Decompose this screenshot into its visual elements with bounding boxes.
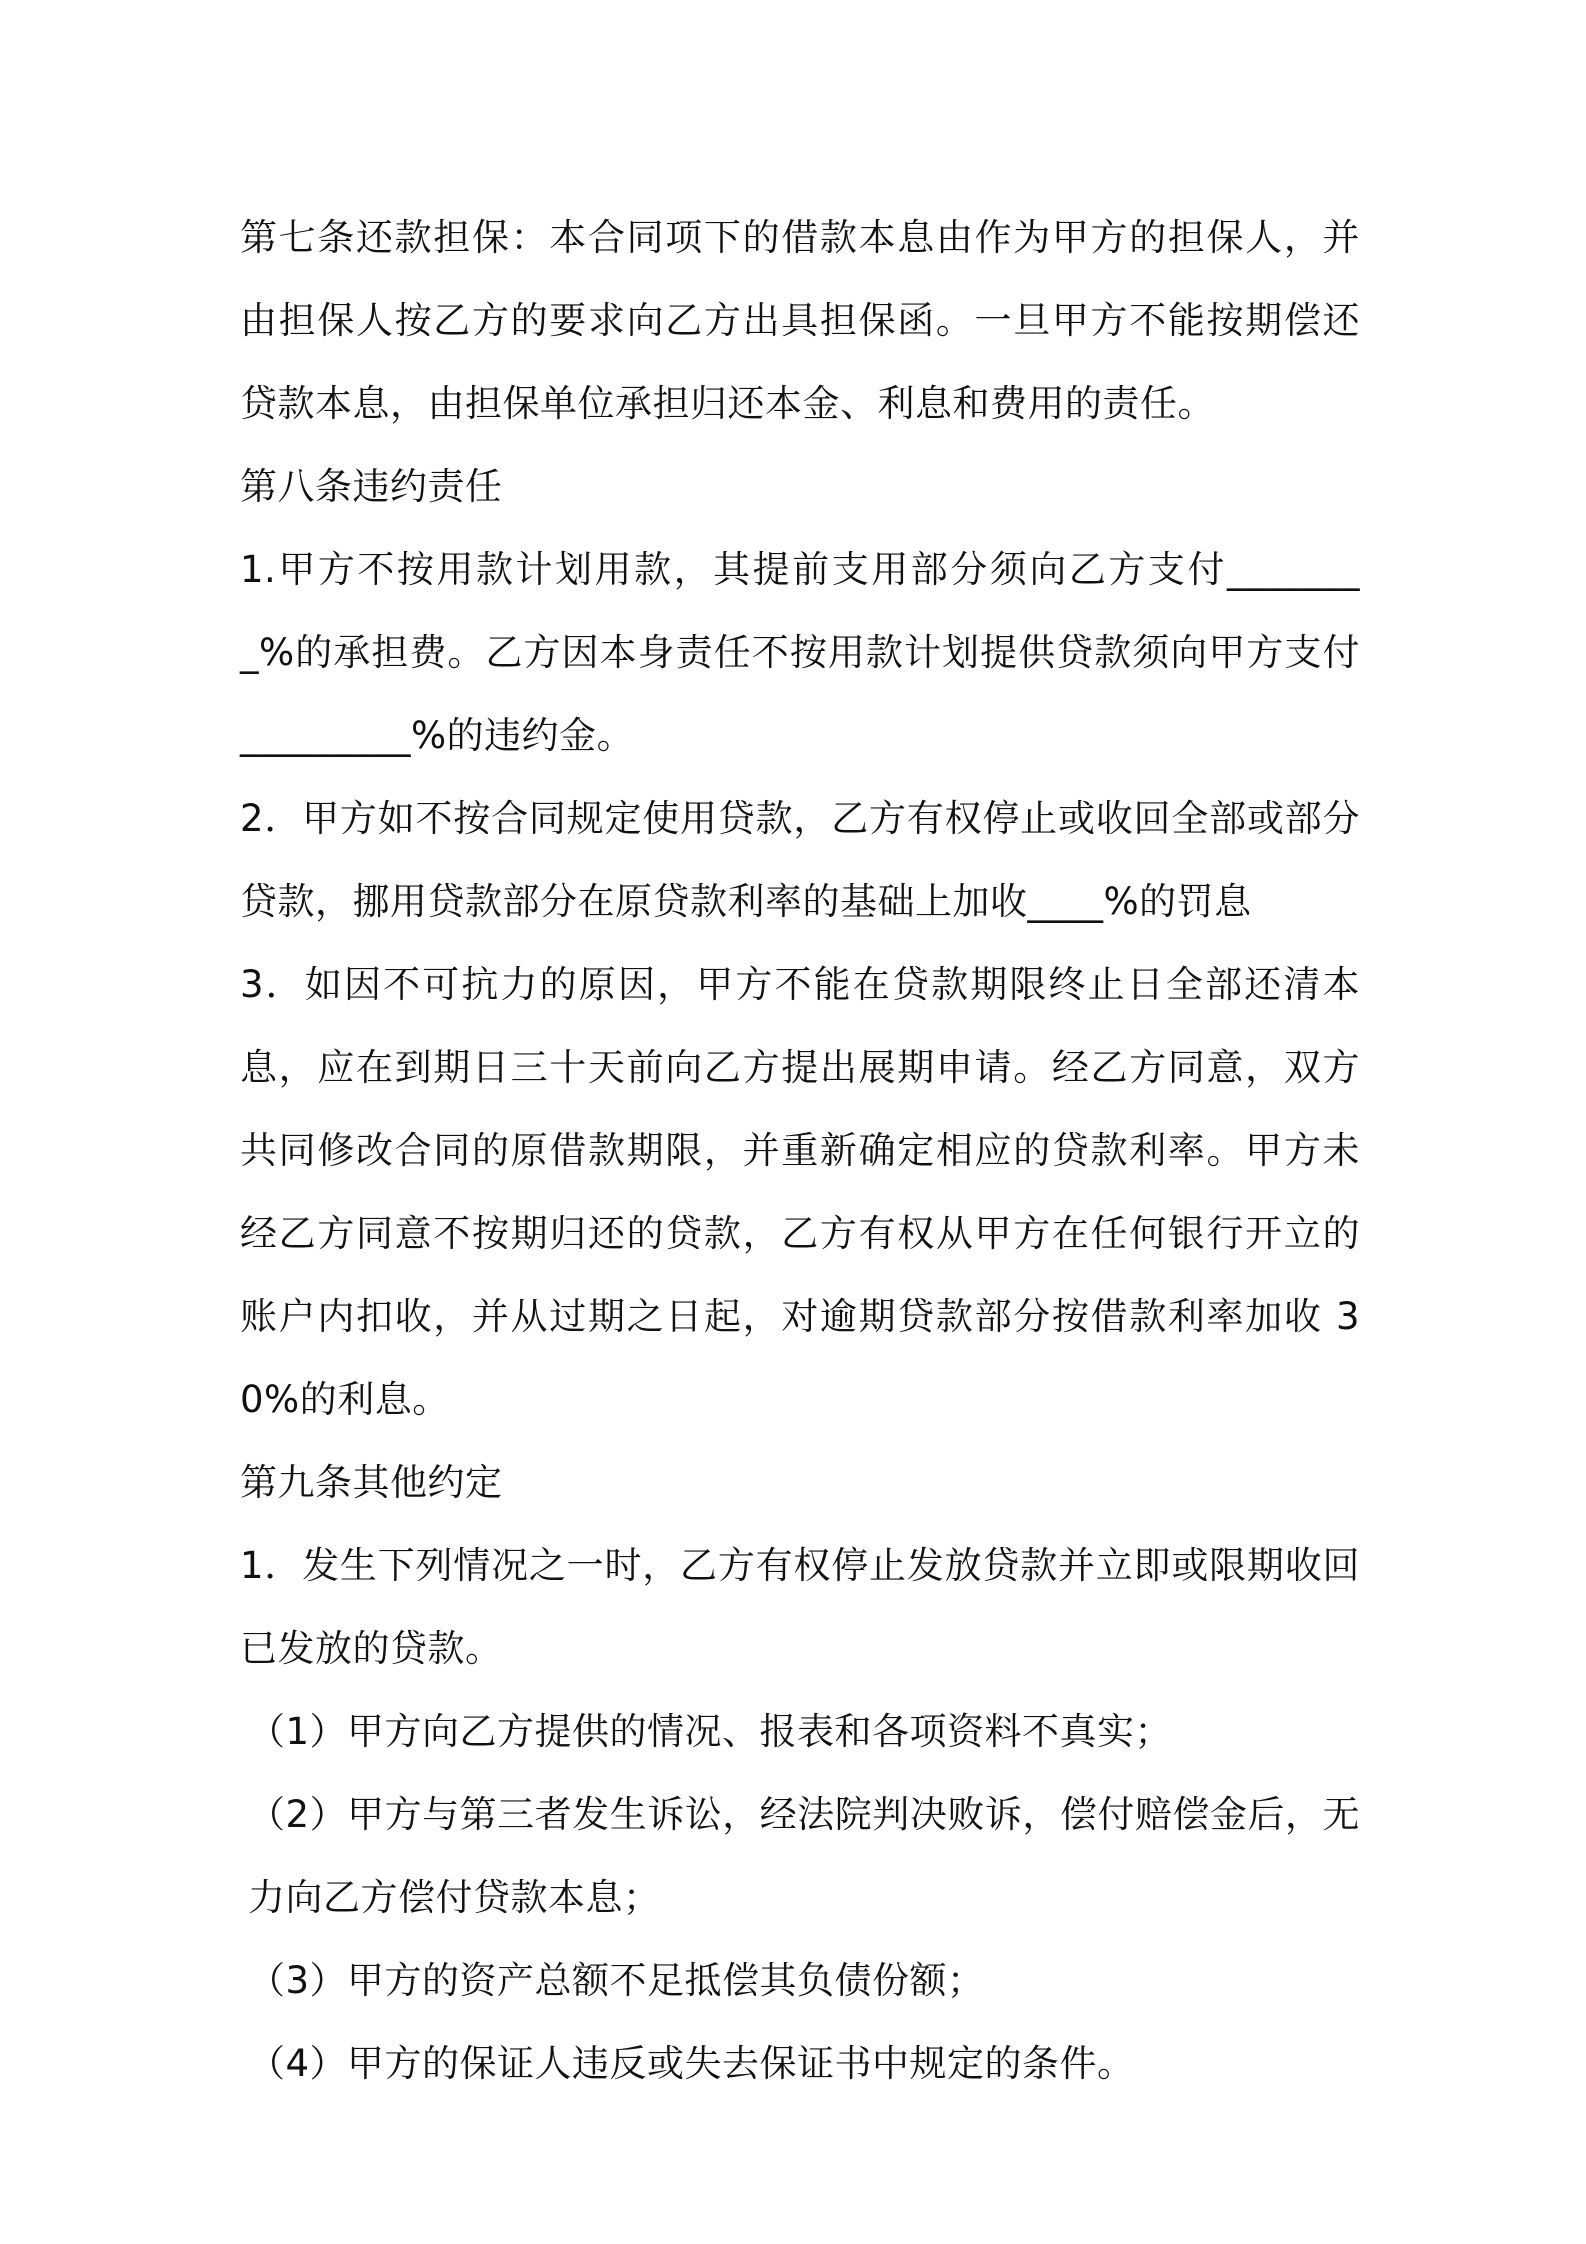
article-9-subitem-2: （2）甲方与第三者发生诉讼，经法院判决败诉，偿付赔偿金后，无力向乙方偿付贷款本息；: [248, 1793, 1360, 1919]
article-9-heading: 第九条其他约定: [240, 1461, 503, 1504]
article-8-item-1: 1.甲方不按用款计划用款，其提前支用部分须向乙方支付________%的承担费。乙方因本身责任不按用款计划提供贷款须向甲方支付_________%的违约金。: [240, 548, 1360, 757]
article-9-subitem-4: （4）甲方的保证人违反或失去保证书中规定的条件。: [248, 2042, 1135, 2085]
article-9-subitem-3: （3）甲方的资产总额不足抵偿其负债份额；: [248, 1959, 985, 2002]
article-8-heading: 第八条违约责任: [240, 465, 503, 508]
article-7-repayment-guarantee: 第七条还款担保：本合同项下的借款本息由作为甲方的担保人，并由担保人按乙方的要求向乙方出具担保函。一旦甲方不能按期偿还贷款本息，由担保单位承担归还本金、利息和费用的责任。: [240, 216, 1360, 425]
article-9-subitem-1: （1）甲方向乙方提供的情况、报表和各项资料不真实；: [248, 1710, 1173, 1753]
article-9-item-1: 1．发生下列情况之一时，乙方有权停止发放贷款并立即或限期收回已发放的贷款。: [240, 1544, 1360, 1670]
article-8-item-3: 3．如因不可抗力的原因，甲方不能在贷款期限终止日全部还清本息，应在到期日三十天前向乙方提出展期申请。经乙方同意，双方共同修改合同的原借款期限，并重新确定相应的贷款利率。甲方未经乙方同意不按期归还的贷款，乙方有权从甲方在任何银行开立的账户内扣收，并从过期之日起，对逾期贷款部分按借款利率加收 30%的利息。: [240, 963, 1360, 1421]
article-8-item-2: 2．甲方如不按合同规定使用贷款，乙方有权停止或收回全部或部分贷款，挪用贷款部分在原贷款利率的基础上加收____%的罚息: [240, 797, 1360, 923]
document-body: [240, 196, 1360, 2105]
